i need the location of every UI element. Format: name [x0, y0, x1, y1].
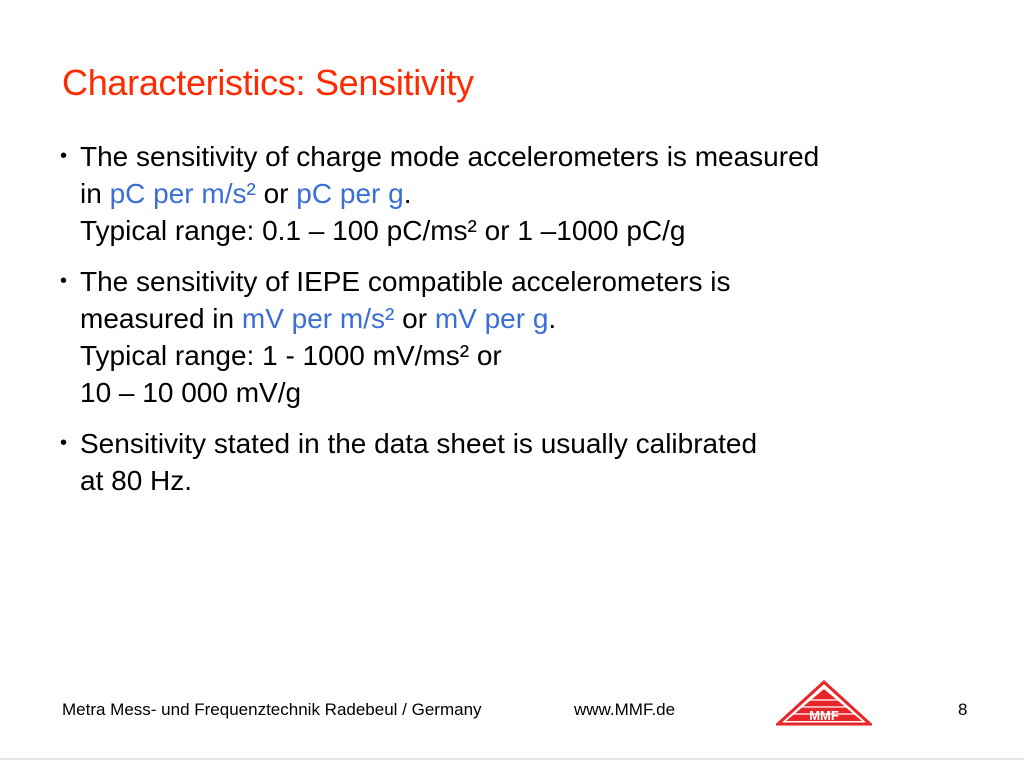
bullet-line: Typical range: 0.1 – 100 pC/ms² or 1 –1000 pC/g — [80, 215, 686, 246]
mmf-logo-icon — [776, 680, 872, 726]
unit-highlight: pC per g — [296, 178, 404, 209]
unit-highlight: mV per m/s² — [241, 303, 395, 334]
text: or — [394, 303, 435, 334]
bullet-list — [58, 138, 998, 513]
page-number: 8 — [958, 700, 968, 719]
text: . — [548, 303, 557, 334]
bullet-line: at 80 Hz. — [80, 465, 193, 496]
unit-highlight: pC per m/s² — [109, 178, 256, 209]
bullet-item-iepe — [58, 263, 998, 411]
bullet-dot: • — [60, 270, 68, 292]
bottom-divider — [0, 758, 1024, 760]
bullet-line: Typical range: 1 - 1000 mV/ms² or — [80, 340, 502, 371]
unit-highlight: mV per g — [434, 303, 549, 334]
text: or — [255, 178, 297, 209]
logo-text: MMF — [809, 708, 839, 723]
text: . — [403, 178, 412, 209]
footer-company: Metra Mess- und Frequenztechnik Radebeul / Germany — [62, 700, 482, 719]
bullet-line: The sensitivity of charge mode accelerometers is measured — [80, 141, 820, 172]
bullet-item-charge — [58, 138, 998, 249]
bullet-dot: • — [60, 145, 68, 167]
bullet-line: Sensitivity stated in the data sheet is usually calibrated — [80, 428, 758, 459]
bullet-dot: • — [60, 432, 68, 454]
bullet-line: The sensitivity of IEPE compatible accelerometers is — [80, 266, 731, 297]
bullet-line: 10 – 10 000 mV/g — [80, 377, 302, 408]
bullet-line — [80, 300, 998, 337]
footer-url: www.MMF.de — [574, 700, 676, 719]
bullet-item-calibration — [58, 425, 998, 499]
text: in — [80, 178, 110, 209]
text: measured in — [80, 303, 242, 334]
bullet-line — [80, 175, 998, 212]
slide-title: Characteristics: Sensitivity — [62, 62, 474, 103]
